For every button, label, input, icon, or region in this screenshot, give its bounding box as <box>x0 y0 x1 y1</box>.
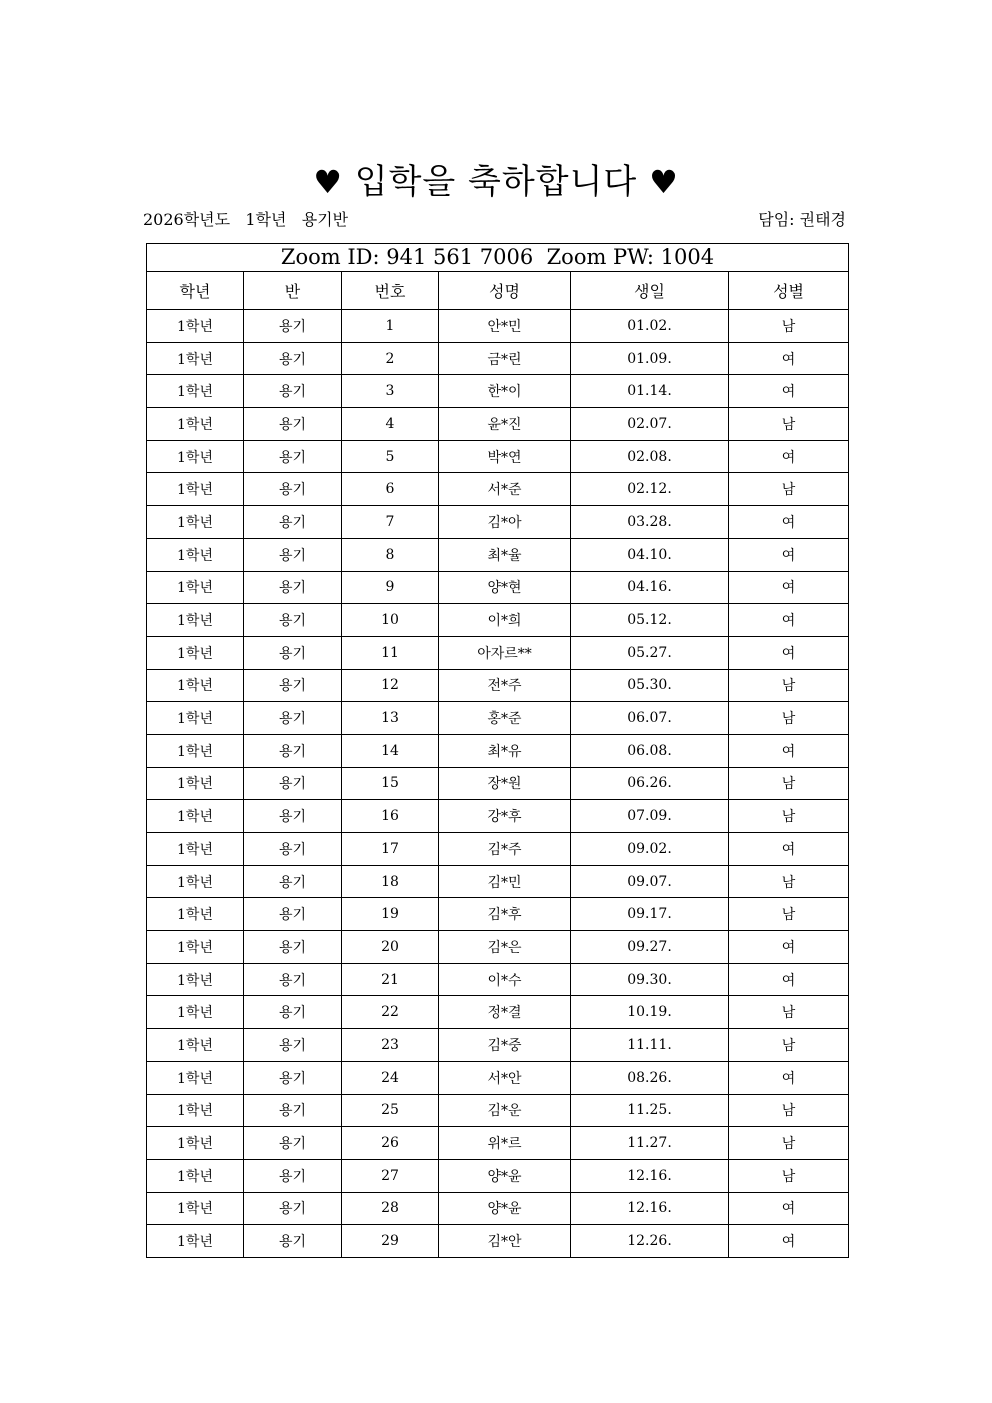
heart-icon: ♥ <box>313 163 343 201</box>
gender-cell: 남 <box>729 473 849 506</box>
gender-cell: 여 <box>729 963 849 996</box>
birthday-cell: 06.08. <box>571 734 729 767</box>
number-cell: 20 <box>342 931 439 964</box>
class-cell: 용기 <box>244 571 342 604</box>
name-cell: 김*은 <box>439 931 571 964</box>
grade-cell: 1학년 <box>147 571 244 604</box>
column-header: 학년 <box>147 272 244 310</box>
table-row <box>147 996 849 1029</box>
grade-cell: 1학년 <box>147 963 244 996</box>
class-cell: 용기 <box>244 342 342 375</box>
table-row <box>147 604 849 637</box>
grade-label: 1학년 <box>245 210 287 229</box>
gender-cell: 남 <box>729 800 849 833</box>
class-cell: 용기 <box>244 767 342 800</box>
name-cell: 안*민 <box>439 310 571 343</box>
class-cell: 용기 <box>244 506 342 539</box>
number-cell: 26 <box>342 1127 439 1160</box>
table-row <box>147 571 849 604</box>
gender-cell: 남 <box>729 1159 849 1192</box>
class-cell: 용기 <box>244 734 342 767</box>
birthday-cell: 04.16. <box>571 571 729 604</box>
birthday-cell: 12.16. <box>571 1192 729 1225</box>
name-cell: 김*중 <box>439 1029 571 1062</box>
number-cell: 10 <box>342 604 439 637</box>
number-cell: 14 <box>342 734 439 767</box>
table-row <box>147 408 849 441</box>
table-row <box>147 734 849 767</box>
gender-cell: 남 <box>729 767 849 800</box>
name-cell: 장*원 <box>439 767 571 800</box>
gender-cell: 남 <box>729 996 849 1029</box>
column-header: 성명 <box>439 272 571 310</box>
name-cell: 금*린 <box>439 342 571 375</box>
class-cell: 용기 <box>244 1061 342 1094</box>
name-cell: 양*윤 <box>439 1192 571 1225</box>
name-cell: 서*준 <box>439 473 571 506</box>
class-cell: 용기 <box>244 636 342 669</box>
grade-cell: 1학년 <box>147 636 244 669</box>
number-cell: 12 <box>342 669 439 702</box>
grade-cell: 1학년 <box>147 1159 244 1192</box>
birthday-cell: 07.09. <box>571 800 729 833</box>
table-row <box>147 800 849 833</box>
grade-cell: 1학년 <box>147 1127 244 1160</box>
number-cell: 18 <box>342 865 439 898</box>
grade-cell: 1학년 <box>147 1094 244 1127</box>
gender-cell: 여 <box>729 833 849 866</box>
birthday-cell: 09.07. <box>571 865 729 898</box>
table-row <box>147 1029 849 1062</box>
birthday-cell: 12.26. <box>571 1225 729 1258</box>
name-cell: 김*아 <box>439 506 571 539</box>
table-row <box>147 767 849 800</box>
number-cell: 24 <box>342 1061 439 1094</box>
column-header: 성별 <box>729 272 849 310</box>
birthday-cell: 11.27. <box>571 1127 729 1160</box>
grade-cell: 1학년 <box>147 800 244 833</box>
table-row <box>147 931 849 964</box>
birthday-cell: 05.12. <box>571 604 729 637</box>
number-cell: 23 <box>342 1029 439 1062</box>
birthday-cell: 03.28. <box>571 506 729 539</box>
grade-cell: 1학년 <box>147 996 244 1029</box>
name-cell: 홍*준 <box>439 702 571 735</box>
homeroom-teacher: 담임: 권태경 <box>758 210 846 229</box>
number-cell: 16 <box>342 800 439 833</box>
grade-cell: 1학년 <box>147 375 244 408</box>
gender-cell: 여 <box>729 636 849 669</box>
number-cell: 8 <box>342 538 439 571</box>
table-row <box>147 898 849 931</box>
number-cell: 19 <box>342 898 439 931</box>
name-cell: 윤*진 <box>439 408 571 441</box>
class-cell: 용기 <box>244 1159 342 1192</box>
gender-cell: 남 <box>729 865 849 898</box>
birthday-cell: 05.30. <box>571 669 729 702</box>
table-row <box>147 833 849 866</box>
class-info <box>143 208 348 232</box>
name-cell: 이*수 <box>439 963 571 996</box>
gender-cell: 여 <box>729 931 849 964</box>
grade-cell: 1학년 <box>147 865 244 898</box>
table-row <box>147 538 849 571</box>
number-cell: 9 <box>342 571 439 604</box>
gender-cell: 남 <box>729 898 849 931</box>
class-cell: 용기 <box>244 408 342 441</box>
birthday-cell: 09.27. <box>571 931 729 964</box>
birthday-cell: 05.27. <box>571 636 729 669</box>
gender-cell: 여 <box>729 604 849 637</box>
number-cell: 11 <box>342 636 439 669</box>
column-header: 번호 <box>342 272 439 310</box>
number-cell: 1 <box>342 310 439 343</box>
student-roster-table <box>146 243 849 1258</box>
number-cell: 13 <box>342 702 439 735</box>
birthday-cell: 10.19. <box>571 996 729 1029</box>
table-body <box>147 310 849 1258</box>
name-cell: 아자르** <box>439 636 571 669</box>
gender-cell: 여 <box>729 440 849 473</box>
name-cell: 한*이 <box>439 375 571 408</box>
class-label: 용기반 <box>301 210 349 229</box>
name-cell: 박*연 <box>439 440 571 473</box>
table-row <box>147 963 849 996</box>
number-cell: 25 <box>342 1094 439 1127</box>
table-row <box>147 1159 849 1192</box>
grade-cell: 1학년 <box>147 669 244 702</box>
class-cell: 용기 <box>244 865 342 898</box>
table-row <box>147 1192 849 1225</box>
heart-icon: ♥ <box>649 163 679 201</box>
number-cell: 5 <box>342 440 439 473</box>
number-cell: 27 <box>342 1159 439 1192</box>
number-cell: 2 <box>342 342 439 375</box>
zoom-info: Zoom ID: 941 561 7006 Zoom PW: 1004 <box>147 244 849 272</box>
class-cell: 용기 <box>244 800 342 833</box>
gender-cell: 여 <box>729 1192 849 1225</box>
grade-cell: 1학년 <box>147 767 244 800</box>
page-title <box>0 160 992 204</box>
grade-cell: 1학년 <box>147 1192 244 1225</box>
class-cell: 용기 <box>244 833 342 866</box>
birthday-cell: 01.09. <box>571 342 729 375</box>
class-cell: 용기 <box>244 1029 342 1062</box>
grade-cell: 1학년 <box>147 702 244 735</box>
gender-cell: 남 <box>729 408 849 441</box>
name-cell: 양*윤 <box>439 1159 571 1192</box>
class-cell: 용기 <box>244 996 342 1029</box>
number-cell: 7 <box>342 506 439 539</box>
class-cell: 용기 <box>244 538 342 571</box>
name-cell: 이*희 <box>439 604 571 637</box>
birthday-cell: 09.17. <box>571 898 729 931</box>
number-cell: 15 <box>342 767 439 800</box>
gender-cell: 남 <box>729 669 849 702</box>
birthday-cell: 11.11. <box>571 1029 729 1062</box>
gender-cell: 여 <box>729 1061 849 1094</box>
grade-cell: 1학년 <box>147 440 244 473</box>
grade-cell: 1학년 <box>147 1029 244 1062</box>
table-row <box>147 506 849 539</box>
class-cell: 용기 <box>244 1094 342 1127</box>
class-cell: 용기 <box>244 473 342 506</box>
gender-cell: 여 <box>729 734 849 767</box>
class-cell: 용기 <box>244 963 342 996</box>
name-cell: 강*후 <box>439 800 571 833</box>
table-header-row <box>147 272 849 310</box>
column-header: 반 <box>244 272 342 310</box>
gender-cell: 여 <box>729 571 849 604</box>
birthday-cell: 04.10. <box>571 538 729 571</box>
name-cell: 위*르 <box>439 1127 571 1160</box>
class-cell: 용기 <box>244 898 342 931</box>
number-cell: 28 <box>342 1192 439 1225</box>
birthday-cell: 02.12. <box>571 473 729 506</box>
table-row <box>147 440 849 473</box>
gender-cell: 여 <box>729 375 849 408</box>
table-row <box>147 702 849 735</box>
name-cell: 정*결 <box>439 996 571 1029</box>
name-cell: 전*주 <box>439 669 571 702</box>
name-cell: 김*후 <box>439 898 571 931</box>
birthday-cell: 09.30. <box>571 963 729 996</box>
name-cell: 최*유 <box>439 734 571 767</box>
grade-cell: 1학년 <box>147 898 244 931</box>
table-row <box>147 636 849 669</box>
name-cell: 김*주 <box>439 833 571 866</box>
number-cell: 4 <box>342 408 439 441</box>
number-cell: 17 <box>342 833 439 866</box>
grade-cell: 1학년 <box>147 473 244 506</box>
birthday-cell: 12.16. <box>571 1159 729 1192</box>
table-row <box>147 473 849 506</box>
grade-cell: 1학년 <box>147 342 244 375</box>
number-cell: 6 <box>342 473 439 506</box>
number-cell: 3 <box>342 375 439 408</box>
grade-cell: 1학년 <box>147 506 244 539</box>
class-cell: 용기 <box>244 931 342 964</box>
class-cell: 용기 <box>244 1225 342 1258</box>
number-cell: 22 <box>342 996 439 1029</box>
table-row <box>147 669 849 702</box>
class-cell: 용기 <box>244 702 342 735</box>
name-cell: 김*운 <box>439 1094 571 1127</box>
gender-cell: 남 <box>729 310 849 343</box>
gender-cell: 남 <box>729 1094 849 1127</box>
gender-cell: 여 <box>729 506 849 539</box>
number-cell: 29 <box>342 1225 439 1258</box>
name-cell: 양*현 <box>439 571 571 604</box>
birthday-cell: 06.26. <box>571 767 729 800</box>
table-row <box>147 1127 849 1160</box>
grade-cell: 1학년 <box>147 1061 244 1094</box>
name-cell: 서*안 <box>439 1061 571 1094</box>
birthday-cell: 01.14. <box>571 375 729 408</box>
class-cell: 용기 <box>244 1192 342 1225</box>
class-cell: 용기 <box>244 1127 342 1160</box>
table-row <box>147 1094 849 1127</box>
table-row <box>147 342 849 375</box>
grade-cell: 1학년 <box>147 833 244 866</box>
name-cell: 최*율 <box>439 538 571 571</box>
gender-cell: 남 <box>729 702 849 735</box>
gender-cell: 여 <box>729 342 849 375</box>
class-cell: 용기 <box>244 440 342 473</box>
number-cell: 21 <box>342 963 439 996</box>
gender-cell: 남 <box>729 1029 849 1062</box>
birthday-cell: 02.08. <box>571 440 729 473</box>
gender-cell: 여 <box>729 538 849 571</box>
class-cell: 용기 <box>244 604 342 637</box>
grade-cell: 1학년 <box>147 734 244 767</box>
school-year: 2026학년도 <box>143 210 231 229</box>
gender-cell: 남 <box>729 1127 849 1160</box>
grade-cell: 1학년 <box>147 538 244 571</box>
class-cell: 용기 <box>244 310 342 343</box>
table-row <box>147 375 849 408</box>
birthday-cell: 09.02. <box>571 833 729 866</box>
column-header: 생일 <box>571 272 729 310</box>
birthday-cell: 02.07. <box>571 408 729 441</box>
table-row <box>147 1225 849 1258</box>
grade-cell: 1학년 <box>147 1225 244 1258</box>
table-row <box>147 1061 849 1094</box>
grade-cell: 1학년 <box>147 931 244 964</box>
name-cell: 김*안 <box>439 1225 571 1258</box>
birthday-cell: 01.02. <box>571 310 729 343</box>
gender-cell: 여 <box>729 1225 849 1258</box>
grade-cell: 1학년 <box>147 408 244 441</box>
class-cell: 용기 <box>244 669 342 702</box>
table-row <box>147 865 849 898</box>
grade-cell: 1학년 <box>147 310 244 343</box>
grade-cell: 1학년 <box>147 604 244 637</box>
birthday-cell: 11.25. <box>571 1094 729 1127</box>
table-row <box>147 310 849 343</box>
class-cell: 용기 <box>244 375 342 408</box>
birthday-cell: 08.26. <box>571 1061 729 1094</box>
page-title-text: 입학을 축하합니다 <box>354 162 638 202</box>
birthday-cell: 06.07. <box>571 702 729 735</box>
name-cell: 김*민 <box>439 865 571 898</box>
